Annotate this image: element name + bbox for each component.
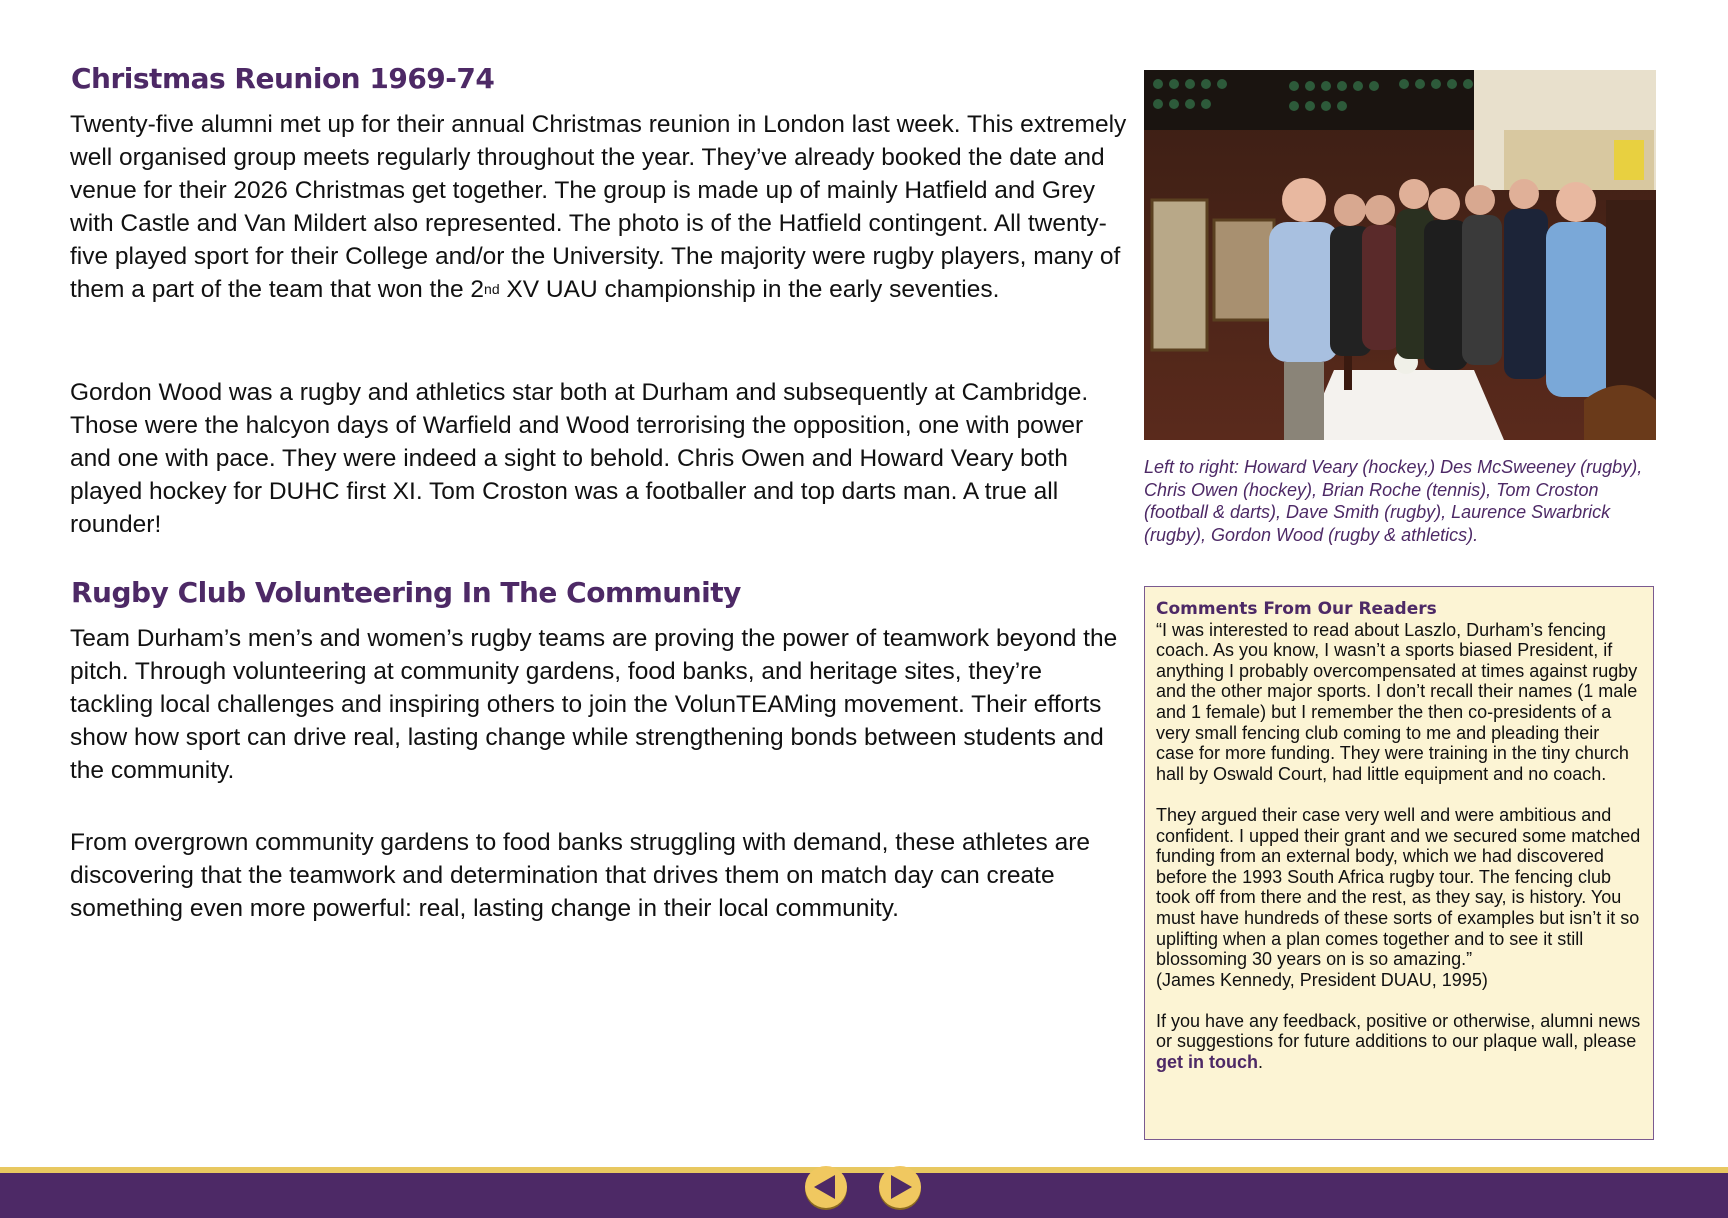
arrow-right-icon	[876, 1163, 924, 1211]
comment-quote-paragraph-2: They argued their case very well and were ambitious and confident. I upped their grant and we secured some matched funding from an external body, which we had discovered before the 1993 South Africa rugby tour. The fencing club took off from there and the rest, as they say, is history. You must have hundreds of these sorts of examples but isn’t it so uplifting when a plan comes together and to see it still blossoming 30 years on is so amazing.”	[1156, 804, 1641, 970]
reunion-group-photo	[1144, 70, 1656, 440]
p1-text-start: Twenty-five alumni met up for their annual Christmas reunion in London last week. This extremely well organised group meets regularly throughout the year. They’ve already booked the date and venue for their 2026 Christmas get together. The group is made up of mainly Hatfield and Grey with Castle and Van Mildert also represented. The photo is of the Hatfield contingent. All twenty-five played sport for their College and/or the University. The majority were rugby players, many of them a part of the team that won the 2	[70, 111, 1127, 303]
arrow-left-icon	[802, 1163, 850, 1211]
rugby-volunteering-paragraph-1: Team Durham’s men’s and women’s rugby teams are proving the power of teamwork beyond the pitch. Through volunteering at community gardens, food banks, and heritage sites, they’re tackling local challenges and inspiring others to join the VolunTEAMing movement. Their efforts show how sport can drive real, lasting change while strengthening bonds between students and the community.	[70, 625, 1118, 784]
christmas-reunion-paragraph-2: Gordon Wood was a rugby and athletics star both at Durham and subsequently at Cambridge. Those were the halcyon days of Warfield and Wood terrorising the opposition, one with power and one with pace. They were indeed a sight to behold. Chris Owen and Howard Veary both played hockey for DUHC first XI. Tom Croston was a footballer and top darts man. A true all rounder!	[70, 379, 1089, 538]
next-page-button[interactable]	[876, 1163, 924, 1211]
comments-title: Comments From Our Readers	[1156, 599, 1437, 619]
reader-comments-box	[1144, 586, 1654, 1140]
get-in-touch-link[interactable]: get in touch	[1156, 1052, 1258, 1073]
feedback-paragraph	[1156, 1011, 1642, 1073]
feedback-text: If you have any feedback, positive or otherwise, alumni news or suggestions for future additions to our plaque wall, please	[1156, 1010, 1641, 1052]
p1-text-end: XV UAU championship in the early seventies.	[499, 276, 1000, 303]
christmas-reunion-paragraph-1	[70, 108, 1130, 306]
photo-caption: Left to right: Howard Veary (hockey,) Des McSweeney (rugby), Chris Owen (hockey), Brian Roche (tennis), Tom Croston (football & darts), Dave Smith (rugby), Laurence Swarbrick (rugby), Gordon Wood (rugby & athletics).	[1144, 457, 1643, 545]
christmas-reunion-heading: Christmas Reunion 1969-74	[71, 62, 495, 95]
rugby-volunteering-paragraph-2: From overgrown community gardens to food banks struggling with demand, these athletes are discovering that the teamwork and determination that drives them on match day can create something even more powerful: real, lasting change in their local community.	[70, 829, 1091, 922]
feedback-end: .	[1258, 1052, 1264, 1073]
previous-page-button[interactable]	[802, 1163, 850, 1211]
comment-attribution: (James Kennedy, President DUAU, 1995)	[1156, 969, 1488, 990]
ordinal-suffix: nd	[484, 281, 500, 297]
comment-quote-paragraph-1: “I was interested to read about Laszlo, Durham’s fencing coach. As you know, I wasn’t a sports biased President, if anything I probably overcompensated at times against rugby and the other major sports. I don’t recall their names (1 male and 1 female) but I remember the then co-presidents of a very small fencing club coming to me and pleading their case for more funding. They were training in the tiny church hall by Oswald Court, had little equipment and no coach.	[1156, 619, 1638, 784]
footer-bar	[0, 1173, 1728, 1218]
rugby-volunteering-heading: Rugby Club Volunteering In The Community	[71, 576, 741, 609]
